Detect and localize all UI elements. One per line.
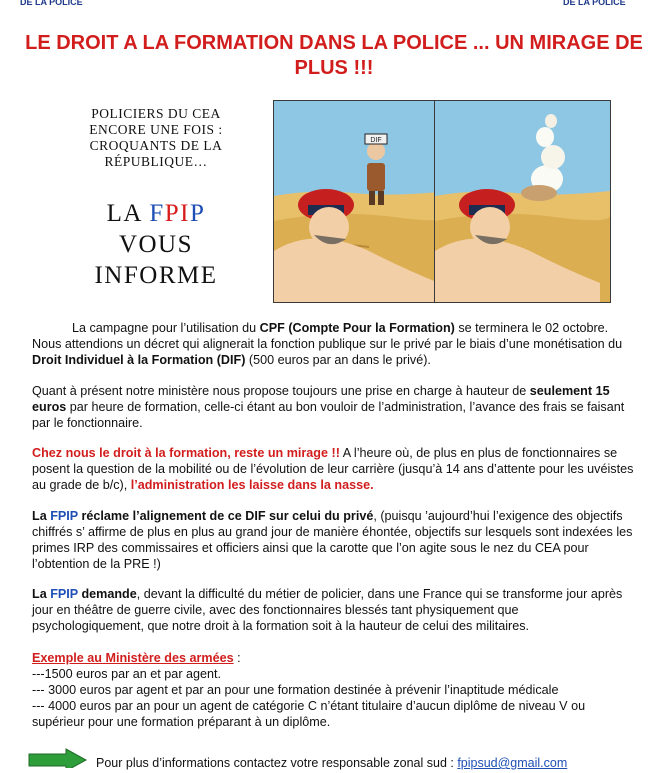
info-line-2: VOUS <box>118 231 194 258</box>
comic-panel-1 <box>273 100 450 303</box>
intro-line: ENCORE UNE FOIS : <box>89 122 223 137</box>
p1-text: se terminera le 02 octobre. Nous attendions un décret qui alignerait la fonction publique sur le privé par le biais d’une monétisation du <box>32 321 623 351</box>
paragraph-reclame <box>32 508 634 572</box>
p3-red-lead: Chez nous le droit à la formation, reste un mirage !! <box>32 446 340 460</box>
p4-brand: FPIP <box>50 509 78 523</box>
brand-letter: I <box>180 200 190 227</box>
sign-label: DIF <box>370 137 382 144</box>
example-heading-text: Exemple au Ministère des armées <box>32 651 234 665</box>
green-arrow-svg <box>28 748 88 768</box>
example-section <box>32 650 634 730</box>
p5-bold: demande <box>77 587 137 601</box>
p5-text: , devant la difficulté du métier de policier, dans une France qui se transforme jour après jour en théâtre de guerre civile, avec des fonctionnaires blessés tant physiquement que psychologiquement, que notre droit à la formation soit à la hauteur de celui des militaires. <box>32 587 623 633</box>
p2-text: par heure de formation, celle-ci étant au bon vouloir de l’administration, l’avance des frais se faisant par le fonctionnaire. <box>32 400 625 430</box>
example-heading <box>32 650 634 666</box>
info-line-3: INFORME <box>94 262 218 289</box>
p4-la: La <box>32 509 51 523</box>
paragraph-prise-en-charge <box>32 383 634 431</box>
comic-panel-1-drawing <box>274 101 449 302</box>
p3-text: A l’heure où, de plus en plus de fonctionnaires se posent la question de la mobilité ou de l’évolution de leur carrière (jusqu’à 14 ans d’attente pour les uvéistes au grade de b/c), <box>32 446 634 492</box>
example-item: ---1500 euros par an et par agent. <box>32 667 222 681</box>
paragraph-demande <box>32 586 634 634</box>
comic-panel-2-drawing <box>435 101 610 302</box>
comic-panel-2 <box>434 100 611 303</box>
header-left-label: DE LA POLICE <box>20 0 83 7</box>
p1-bold-dif: Droit Individuel à la Formation (DIF) <box>32 353 246 367</box>
p2-text: Quant à présent notre ministère nous propose toujours une prise en charge à hauteur de <box>32 384 530 398</box>
example-item: --- 4000 euros par an pour un agent de catégorie C n’étant titulaire d’aucun diplôme de niveau V ou supérieur pour une formation préparant à un diplôme. <box>32 699 586 729</box>
intro-line: RÉPUBLIQUE… <box>104 154 208 169</box>
p4-text: , (puisqu ’aujourd’hui l’exigence des objectifs chiffrés s’ affirme de plus en plus au grand jour de manière éhontée, objectifs sur lesquels sont indexées les primes IRP des commissaires et officiers ainsi que la carotte que l’on agite sous le nez du CEA pour l’obtention de la PRE !) <box>32 509 633 571</box>
footer-email-link[interactable]: fpipsud@gmail.com <box>457 756 568 770</box>
p2-bold: seulement 15 euros <box>32 384 610 414</box>
p1-bold-cpf: CPF (Compte Pour la Formation) <box>259 321 455 335</box>
intro-line: POLICIERS DU CEA <box>91 106 221 121</box>
p5-brand: FPIP <box>50 587 78 601</box>
header-right-label: DE LA POLICE <box>563 0 626 7</box>
intro-line: CROQUANTS DE LA <box>89 138 223 153</box>
page-title: LE DROIT A LA FORMATION DANS LA POLICE ... UN MIRAGE DE PLUS !!! <box>25 32 643 79</box>
brand-letter: P <box>189 200 206 227</box>
p1-text: La campagne pour l’utilisation du <box>72 321 260 335</box>
example-heading-colon: : <box>233 651 241 665</box>
p4-bold: réclame l’alignement de ce DIF sur celui du privé <box>77 509 374 523</box>
p3-red-end: l’administration les laisse dans la nasse. <box>130 478 374 492</box>
info-la: LA <box>106 200 142 227</box>
intro-text <box>58 106 254 170</box>
p1-text: (500 euros par an dans le privé). <box>245 353 431 367</box>
brand-letter: F <box>149 200 165 227</box>
footer-contact-text: Pour plus d’informations contactez votre responsable zonal sud : <box>96 756 458 770</box>
brand-letter: P <box>164 200 181 227</box>
fpip-informe-block <box>58 198 254 291</box>
info-line-1 <box>58 198 254 229</box>
example-item: --- 3000 euros par agent et par an pour une formation destinée à prévenir l’inaptitude médicale <box>32 683 559 697</box>
paragraph-mirage <box>32 445 634 493</box>
p5-la: La <box>32 587 51 601</box>
fpip-brand <box>149 200 205 227</box>
green-arrow-icon <box>28 748 88 768</box>
paragraph-cpf <box>32 320 634 368</box>
